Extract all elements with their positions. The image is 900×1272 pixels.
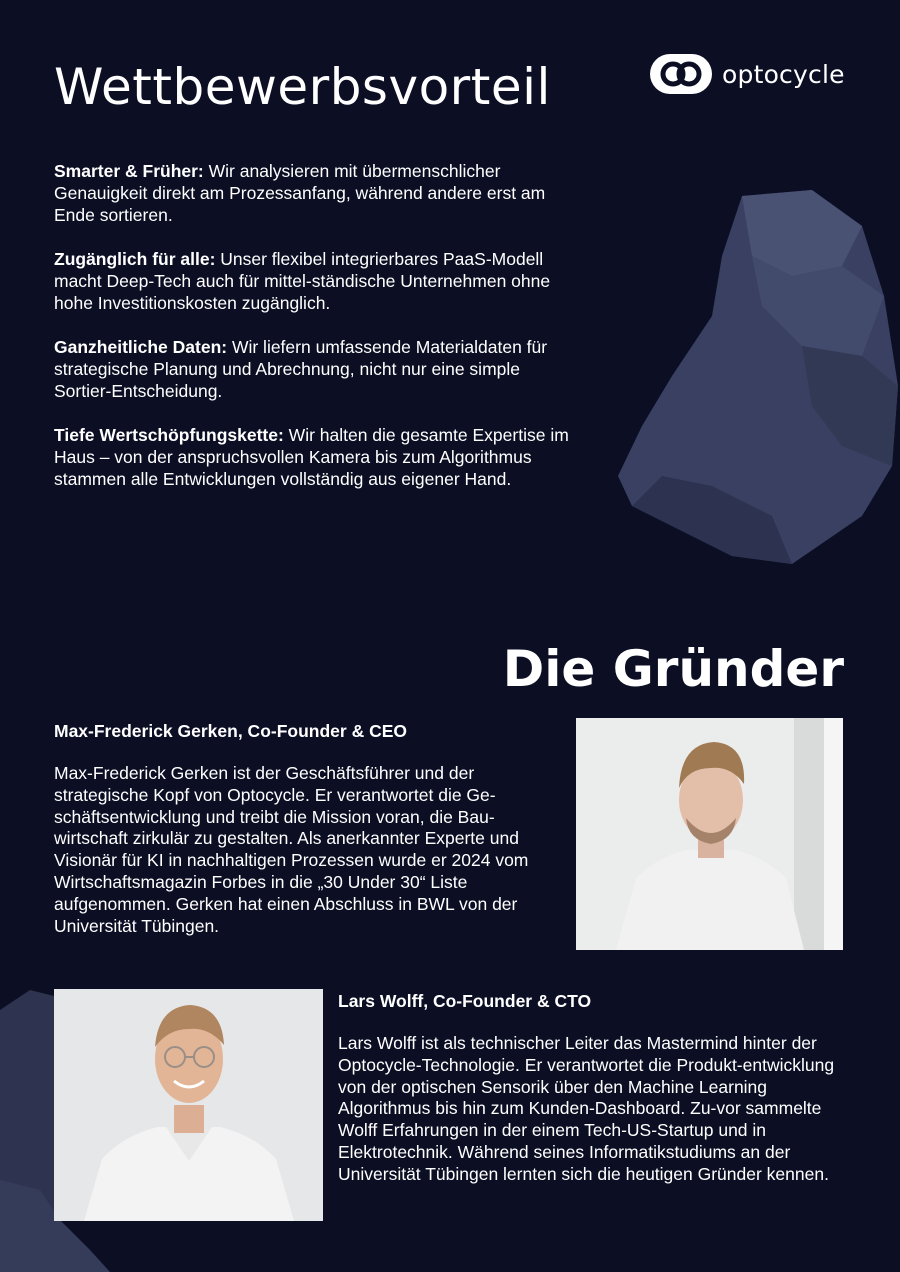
- advantage-text: Wir analysieren mit übermenschlicher Genauigkeit direkt am Prozessanfang, während andere erst am Ende sortieren.: [54, 161, 546, 225]
- logo: [650, 54, 845, 94]
- advantages-list: [54, 160, 574, 512]
- advantage-item: [54, 424, 574, 490]
- founder-bio: Max-Frederick Gerken ist der Geschäftsführer und der strategische Kopf von Optocycle. Er verantwortet die Ge-schäftsentwicklung und treibt die Mission voran, die Bau-wirtschaft zirkulär zu gestalten. Als anerkannter Experte und Visionär für KI in nachhaltigen Prozessen wurde er 2024 vom Wirtschaftsmagazin Forbes in die „30 Under 30“ Liste aufgenommen. Gerken hat einen Abschluss in BWL von der Universität Tübingen.: [54, 763, 529, 936]
- page-title: Wettbewerbsvorteil: [54, 58, 551, 116]
- advantage-heading: Zugänglich für alle:: [54, 249, 216, 269]
- advantage-text: Wir liefern umfassende Materialdaten für strategische Planung und Abrechnung, nicht nur eine simple Sortier-Entscheidung.: [54, 337, 548, 401]
- advantage-text: Wir halten die gesamte Expertise im Haus – von der anspruchsvollen Kamera bis zum Algorithmus stammen alle Entwicklungen vollständig aus eigener Hand.: [54, 425, 569, 489]
- advantage-item: [54, 160, 574, 226]
- advantage-text: Unser flexibel integrierbares PaaS-Modell macht Deep-Tech auch für mittel-ständische Unternehmen ohne hohe Investitionskosten zugänglich.: [54, 249, 551, 313]
- advantage-item: [54, 336, 574, 402]
- founder-name: Lars Wolff, Co-Founder & CTO: [338, 991, 592, 1011]
- advantage-heading: Tiefe Wertschöpfungskette:: [54, 425, 284, 445]
- founder-photo: [54, 989, 323, 1221]
- optocycle-logo-icon: [650, 54, 712, 94]
- founder-bio: Lars Wolff ist als technischer Leiter das Mastermind hinter der Optocycle-Technologie. Er verantwortet die Produkt-entwicklung von der optischen Sensorik über den Machine Learning Algorithmus bis hin zum Kunden-Dashboard. Zu-vor sammelte Wolff Erfahrungen in der einem Tech-US-Startup und in Elektrotechnik. Während seines Informatikstudiums an der Universität Tübingen lernten sich die heutigen Gründer kennen.: [338, 1033, 835, 1184]
- founder-photo: [576, 718, 843, 950]
- advantage-heading: Ganzheitliche Daten:: [54, 337, 228, 357]
- rock-image: [612, 186, 900, 570]
- founder-name: Max-Frederick Gerken, Co-Founder & CEO: [54, 721, 407, 741]
- advantage-item: [54, 248, 574, 314]
- logo-text: optocycle: [722, 59, 845, 89]
- advantage-heading: Smarter & Früher:: [54, 161, 204, 181]
- founders-title: Die Gründer: [502, 640, 844, 698]
